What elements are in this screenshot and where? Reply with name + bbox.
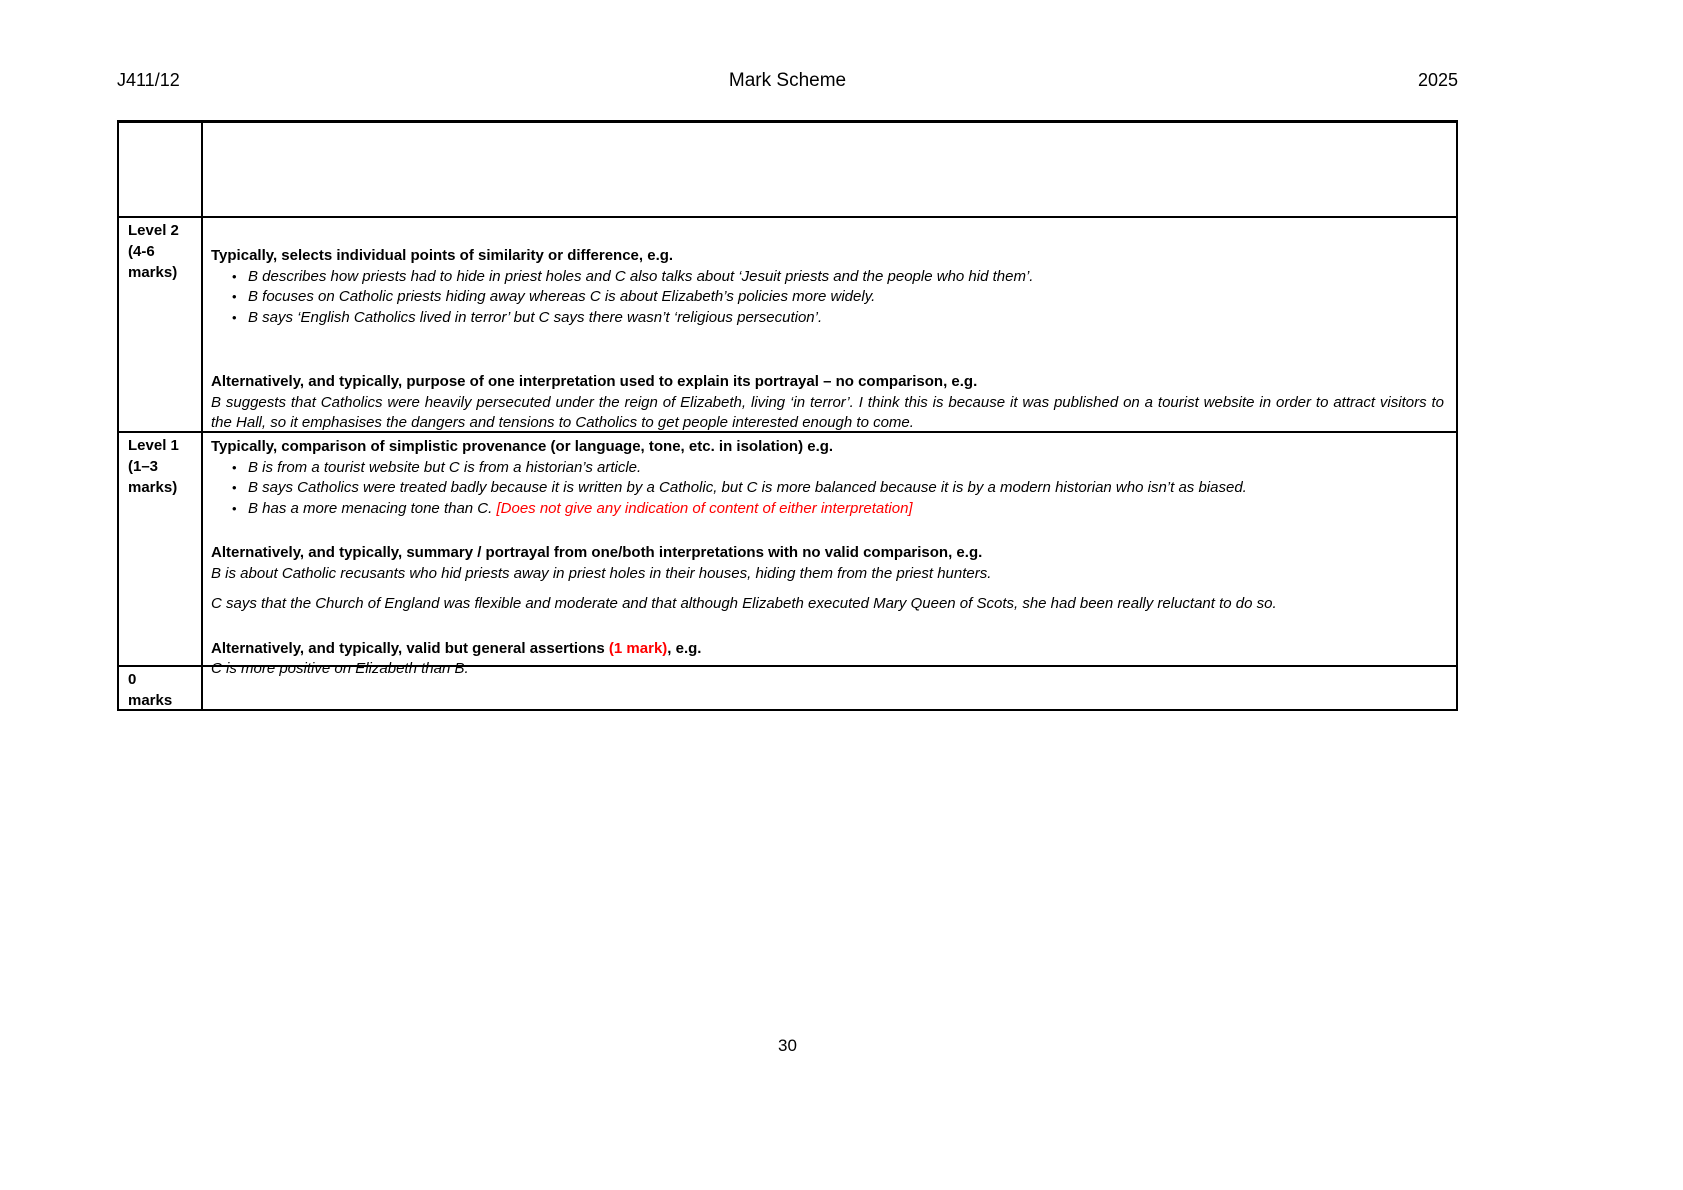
year-label: 2025 bbox=[1417, 70, 1458, 90]
level-label: marks bbox=[128, 692, 173, 709]
bullet-icon: • bbox=[232, 289, 237, 304]
bullet-item bbox=[211, 267, 1444, 288]
text-segment: B has a more menacing tone than C. bbox=[248, 499, 497, 517]
text-segment: B describes how priests had to hide in priest holes and C also talks about ‘Jesuit priests and the people who hid them’. bbox=[248, 267, 1034, 285]
descriptor-heading bbox=[211, 437, 1444, 458]
text-segment: Alternatively, and typically, purpose of one interpretation used to explain its portrayal – no comparison, e.g. bbox=[211, 373, 978, 390]
descriptor-heading bbox=[211, 246, 1444, 267]
text-segment: B is about Catholic recusants who hid priests away in priest holes in their houses, hiding them from the priest hunters. bbox=[211, 564, 992, 582]
level-cell bbox=[119, 433, 203, 665]
level-label: 0 bbox=[128, 671, 137, 688]
bullet-text bbox=[248, 267, 1444, 288]
content-cell bbox=[203, 218, 1456, 431]
text-segment: B says ‘English Catholics lived in terror’ but C says there wasn’t ‘religious persecution’. bbox=[248, 308, 823, 326]
level-label: (1–3 bbox=[128, 458, 159, 475]
page-title: Mark Scheme bbox=[728, 70, 847, 91]
text-segment: Alternatively, and typically, valid but general assertions bbox=[211, 639, 609, 657]
level-label: marks) bbox=[128, 264, 178, 281]
descriptor-heading bbox=[211, 639, 1444, 660]
table-row-0-marks bbox=[119, 667, 1456, 709]
level-label: marks) bbox=[128, 479, 178, 496]
bullet-icon: • bbox=[232, 309, 237, 325]
level-label: Level 1 bbox=[128, 437, 179, 454]
level-label: Level 2 bbox=[128, 222, 179, 239]
example-paragraph bbox=[211, 564, 1444, 585]
example-paragraph bbox=[211, 393, 1444, 434]
text-segment: Alternatively, and typically, summary / portrayal from one/both interpretations with no valid comparison, e.g. bbox=[211, 544, 983, 561]
mark-scheme-table bbox=[117, 120, 1458, 711]
text-segment: B suggests that Catholics were heavily persecuted under the reign of Elizabeth, living ‘in terror’. I think this is because it was published on a tourist website in order to attract visitors to the Hall, so it emphasises the dangers and tensions to Catholics to get people interested enough to come. bbox=[211, 393, 1444, 431]
descriptor-heading bbox=[211, 372, 1444, 393]
spacer bbox=[211, 615, 1444, 639]
content-cell bbox=[203, 667, 1456, 709]
bullet-icon: • bbox=[232, 459, 237, 475]
level-label: (4-6 bbox=[128, 243, 155, 260]
text-segment: , e.g. bbox=[667, 639, 702, 657]
bullet-icon: • bbox=[232, 480, 237, 495]
text-segment: B focuses on Catholic priests hiding away whereas C is about Elizabeth’s policies more widely. bbox=[248, 288, 876, 305]
bullet-text bbox=[248, 458, 1444, 479]
text-segment: Typically, selects individual points of similarity or difference, e.g. bbox=[211, 247, 674, 264]
text-segment: Typically, comparison of simplistic provenance (or language, tone, etc. in isolation) e.g. bbox=[211, 438, 834, 455]
bullet-item bbox=[211, 458, 1444, 479]
bullet-item bbox=[211, 499, 1444, 520]
page-number: 30 bbox=[778, 1036, 797, 1055]
page-header bbox=[117, 70, 1458, 96]
spacer bbox=[211, 519, 1444, 543]
paper-code: J411/12 bbox=[117, 70, 180, 90]
content-cell bbox=[203, 433, 1456, 677]
bullet-text bbox=[248, 308, 1444, 329]
page-footer bbox=[117, 1036, 1458, 1056]
bullet-text bbox=[248, 287, 1444, 308]
descriptor-heading bbox=[211, 543, 1444, 564]
text-segment: C is more positive on Elizabeth than B. bbox=[211, 660, 469, 677]
bullet-text bbox=[248, 499, 1444, 520]
content-cell bbox=[203, 123, 1456, 216]
text-segment: [Does not give any indication of content of either interpretation] bbox=[496, 499, 913, 517]
table-row-level-2 bbox=[119, 218, 1456, 433]
level-cell bbox=[119, 218, 203, 431]
text-segment: B says Catholics were treated badly because it is written by a Catholic, but C is more balanced because it is by a modern historian who isn’t as biased. bbox=[248, 479, 1247, 496]
example-paragraph bbox=[211, 594, 1444, 615]
bullet-icon: • bbox=[232, 268, 237, 284]
level-cell bbox=[119, 123, 203, 216]
bullet-item bbox=[211, 308, 1444, 329]
table-row-level-1 bbox=[119, 433, 1456, 677]
spacer bbox=[211, 222, 1444, 246]
spacer bbox=[211, 584, 1444, 594]
table-row-blank bbox=[119, 123, 1456, 218]
text-segment: B is from a tourist website but C is from a historian’s article. bbox=[248, 458, 642, 476]
level-cell bbox=[119, 667, 203, 709]
bullet-icon: • bbox=[232, 500, 237, 516]
spacer bbox=[211, 328, 1444, 372]
text-segment: C says that the Church of England was flexible and moderate and that although Elizabeth executed Mary Queen of Scots, she had been really reluctant to do so. bbox=[211, 595, 1277, 612]
bullet-text bbox=[248, 478, 1444, 499]
bullet-item bbox=[211, 287, 1444, 308]
text-segment: (1 mark) bbox=[608, 639, 668, 657]
bullet-item bbox=[211, 478, 1444, 499]
